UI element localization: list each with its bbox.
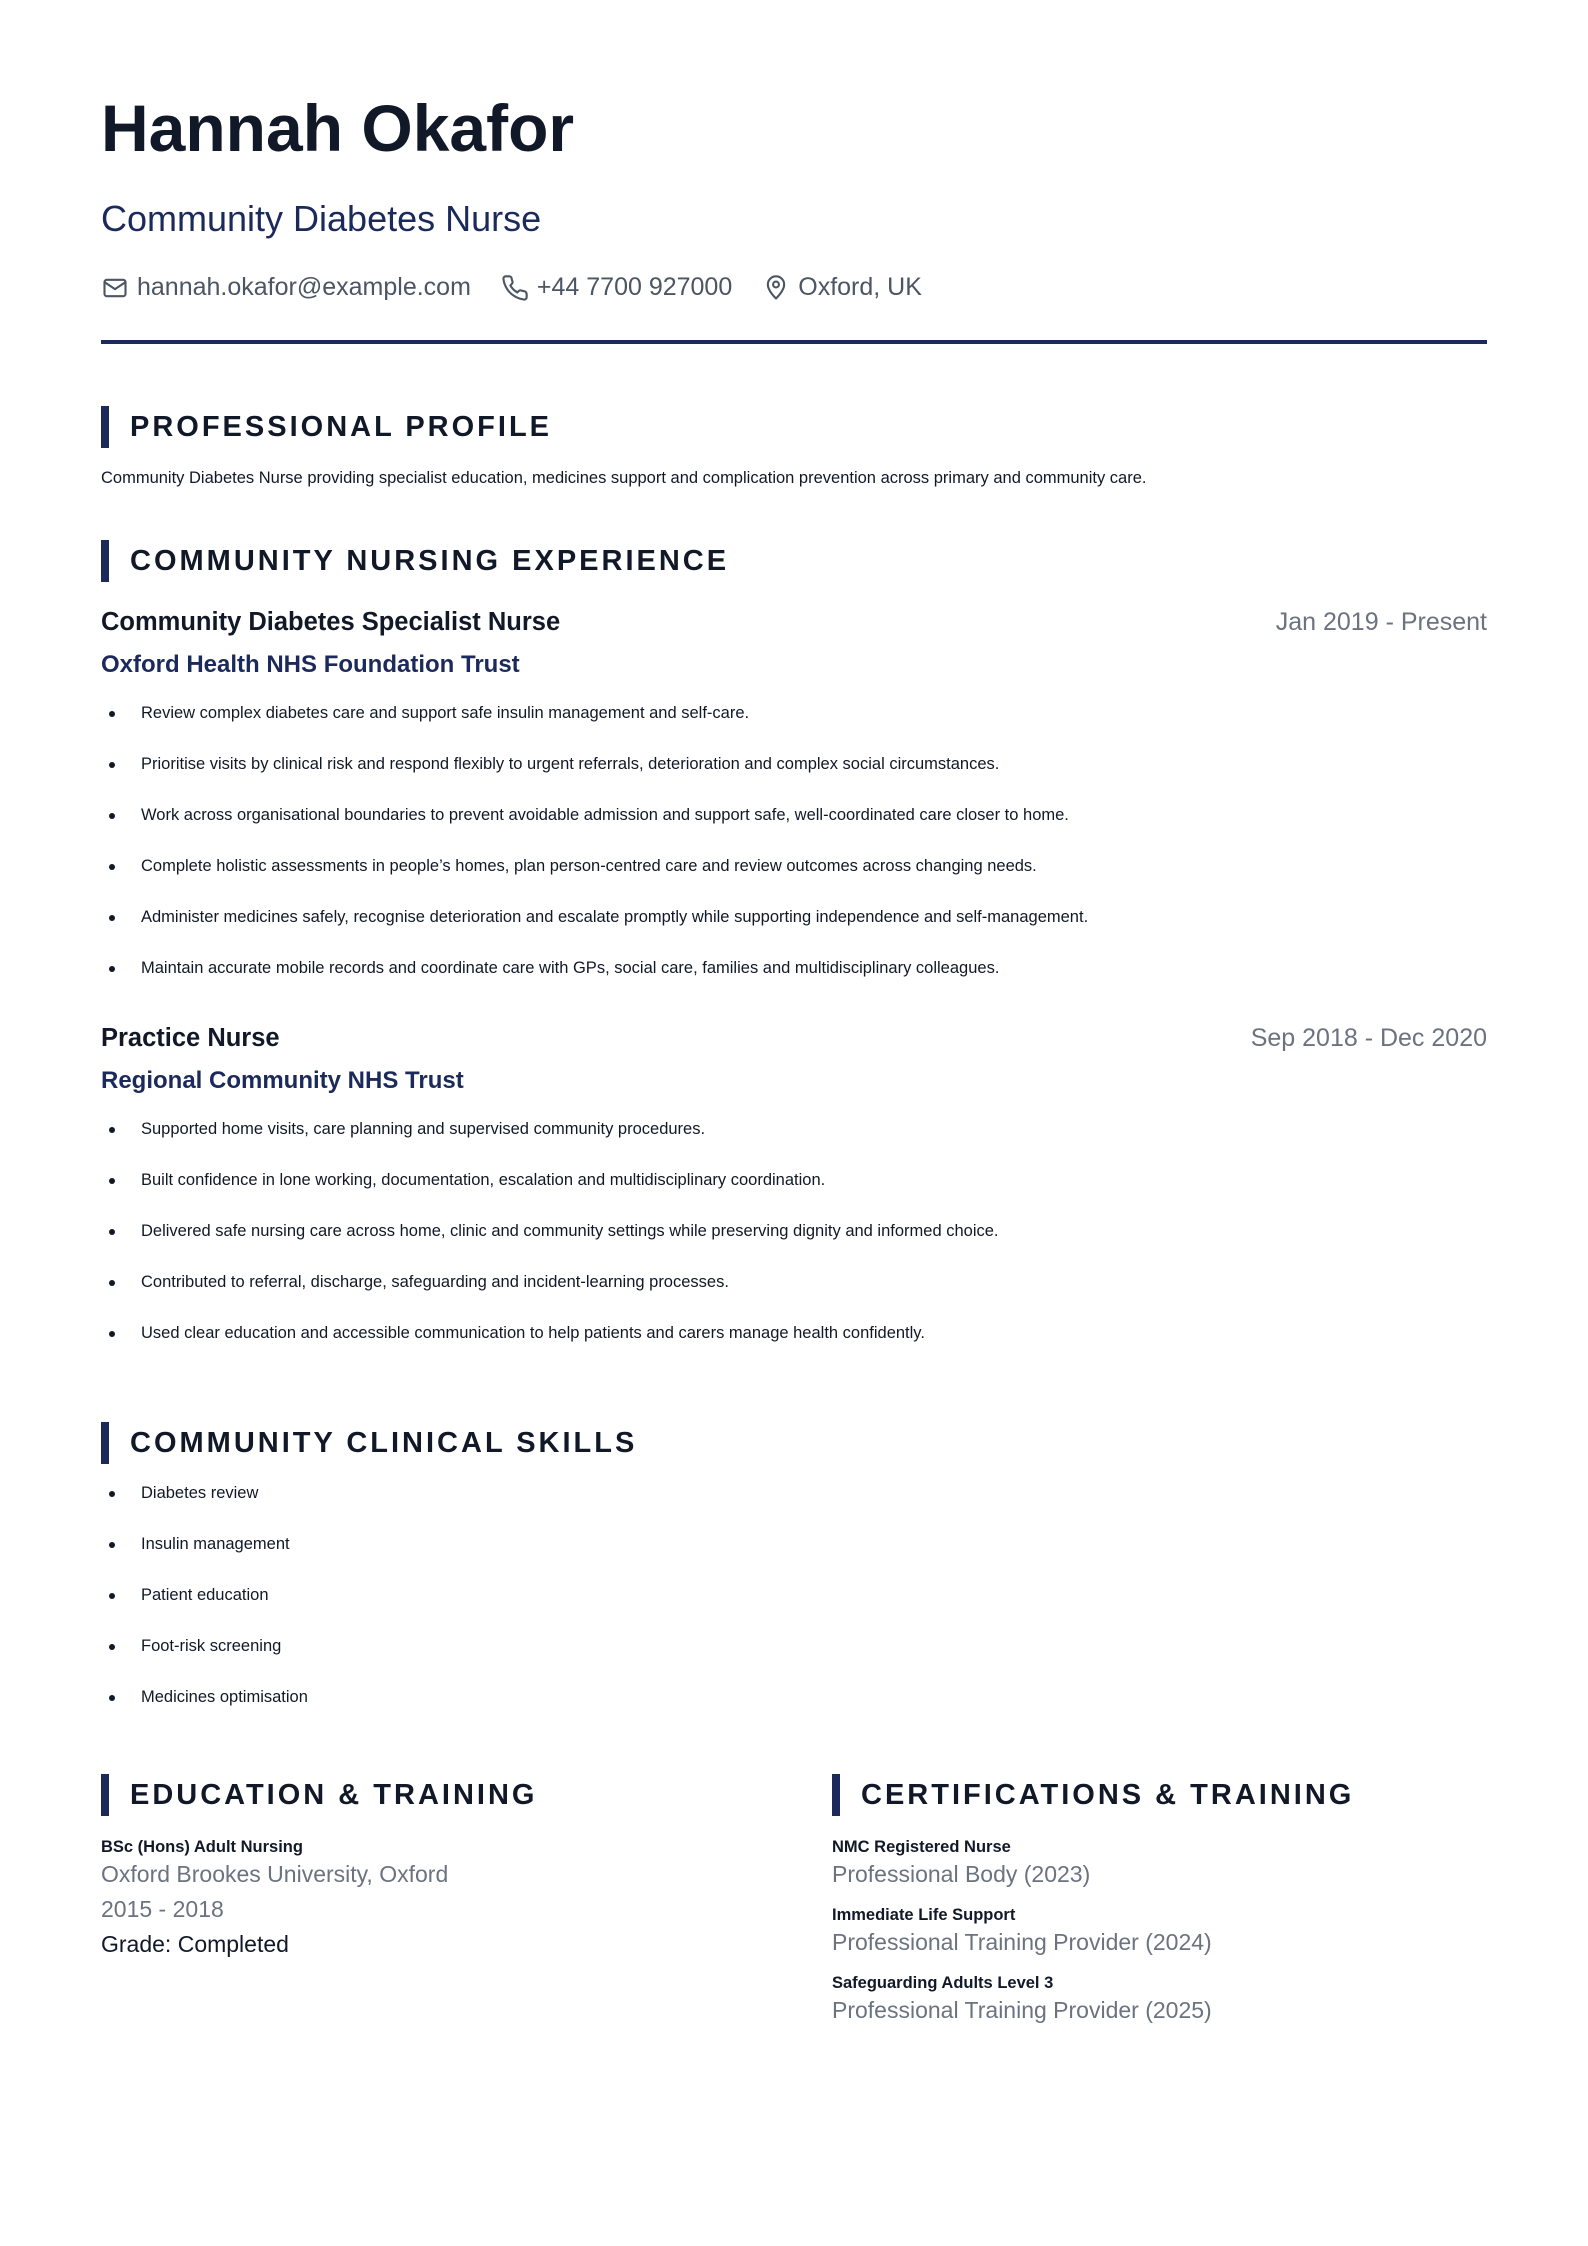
contact-location <box>762 273 922 302</box>
certification-item <box>832 1838 1487 1888</box>
list-item: Supported home visits, care planning and supervised community procedures. <box>101 1119 1487 1139</box>
job-bullets <box>101 703 1487 978</box>
job-dates: Jan 2019 - Present <box>1275 608 1487 637</box>
list-item: Medicines optimisation <box>101 1687 1487 1707</box>
certification-item <box>832 1906 1487 1956</box>
section-accent-bar <box>832 1774 840 1816</box>
email-text: hannah.okafor@example.com <box>137 273 471 301</box>
section-title: PROFESSIONAL PROFILE <box>130 410 553 443</box>
experience-section <box>101 540 1487 1343</box>
location-pin-icon <box>762 274 790 302</box>
bottom-columns <box>101 1774 1487 2024</box>
contact-phone[interactable] <box>501 273 732 302</box>
skills-section <box>101 1422 1487 1707</box>
list-item: Maintain accurate mobile records and coordinate care with GPs, social care, families and multidisciplinary colleagues. <box>101 958 1487 978</box>
degree-title: BSc (Hons) Adult Nursing <box>101 1838 303 1857</box>
certification-name: Safeguarding Adults Level 3 <box>832 1974 1054 1993</box>
contact-row <box>101 273 1487 302</box>
job-role: Practice Nurse <box>101 1024 280 1053</box>
list-item: Built confidence in lone working, documentation, escalation and multidisciplinary coordination. <box>101 1170 1487 1190</box>
job-dates: Sep 2018 - Dec 2020 <box>1250 1024 1487 1053</box>
certification-issuer: Professional Training Provider (2025) <box>832 1997 1212 2024</box>
list-item: Delivered safe nursing care across home, clinic and community settings while preserving dignity and informed choice. <box>101 1221 1487 1241</box>
section-title: COMMUNITY NURSING EXPERIENCE <box>130 544 730 577</box>
list-item: Patient education <box>101 1585 1487 1605</box>
list-item: Foot-risk screening <box>101 1636 1487 1656</box>
header-divider <box>101 340 1487 344</box>
phone-icon <box>501 274 529 302</box>
list-item: Used clear education and accessible communication to help patients and carers manage health confidently. <box>101 1323 1487 1343</box>
list-item: Administer medicines safely, recognise deterioration and escalate promptly while supporting independence and self-management. <box>101 907 1487 927</box>
section-accent-bar <box>101 1422 109 1464</box>
skills-heading <box>101 1422 1487 1464</box>
job-organisation: Oxford Health NHS Foundation Trust <box>101 651 520 679</box>
job-entry <box>101 608 1487 978</box>
list-item: Prioritise visits by clinical risk and respond flexibly to urgent referrals, deterioration and complex social circumstances. <box>101 754 1487 774</box>
job-entry <box>101 1024 1487 1343</box>
section-title: CERTIFICATIONS & TRAINING <box>861 1778 1355 1811</box>
section-accent-bar <box>101 1774 109 1816</box>
phone-text: +44 7700 927000 <box>536 273 733 301</box>
skills-list <box>101 1483 1487 1707</box>
education-grade: Grade: Completed <box>101 1931 289 1958</box>
certification-issuer: Professional Training Provider (2024) <box>832 1929 1212 1956</box>
profile-summary: Community Diabetes Nurse providing specialist education, medicines support and complication prevention across primary and community care. <box>101 469 1147 487</box>
job-title: Community Diabetes Nurse <box>101 198 542 239</box>
job-role: Community Diabetes Specialist Nurse <box>101 608 561 637</box>
education-section <box>101 1774 832 2024</box>
certification-item <box>832 1974 1487 2024</box>
school-name: Oxford Brookes University, Oxford <box>101 1861 449 1888</box>
education-years: 2015 - 2018 <box>101 1896 224 1923</box>
education-heading <box>101 1774 832 1816</box>
certification-name: NMC Registered Nurse <box>832 1838 1011 1857</box>
profile-heading <box>101 406 1487 448</box>
candidate-name: Hannah Okafor <box>101 91 575 165</box>
contact-email[interactable] <box>101 273 471 302</box>
job-header <box>101 608 1487 637</box>
section-accent-bar <box>101 540 109 582</box>
profile-section <box>101 406 1487 489</box>
list-item: Review complex diabetes care and support safe insulin management and self-care. <box>101 703 1487 723</box>
resume-header <box>101 91 1487 344</box>
list-item: Contributed to referral, discharge, safeguarding and incident-learning processes. <box>101 1272 1487 1292</box>
experience-heading <box>101 540 1487 582</box>
section-title: COMMUNITY CLINICAL SKILLS <box>130 1426 638 1459</box>
section-title: EDUCATION & TRAINING <box>130 1778 538 1811</box>
certifications-section <box>832 1774 1487 2024</box>
certification-name: Immediate Life Support <box>832 1906 1016 1925</box>
job-header <box>101 1024 1487 1053</box>
list-item: Complete holistic assessments in people’s homes, plan person-centred care and review outcomes across changing needs. <box>101 856 1487 876</box>
job-organisation: Regional Community NHS Trust <box>101 1067 464 1095</box>
location-text: Oxford, UK <box>798 273 922 301</box>
job-bullets <box>101 1119 1487 1343</box>
list-item: Insulin management <box>101 1534 1487 1554</box>
list-item: Diabetes review <box>101 1483 1487 1503</box>
list-item: Work across organisational boundaries to prevent avoidable admission and support safe, well-coordinated care closer to home. <box>101 805 1487 825</box>
certification-issuer: Professional Body (2023) <box>832 1861 1091 1888</box>
mail-icon <box>101 274 129 302</box>
section-accent-bar <box>101 406 109 448</box>
certifications-heading <box>832 1774 1487 1816</box>
